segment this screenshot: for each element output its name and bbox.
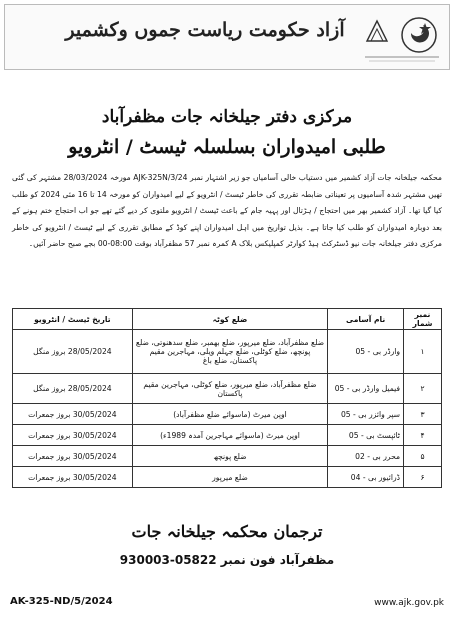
posts-table xyxy=(12,308,442,488)
spokesperson-title: ترجمان محکمہ جیلخانہ جات xyxy=(131,522,323,541)
page-title: طلبی امیدواران بسلسلہ ٹیسٹ / انٹرویو xyxy=(68,136,386,158)
ajk-emblem-icon xyxy=(361,11,441,65)
row-date: 28/05/2024 بروز منگل xyxy=(13,374,133,404)
row-post: ڈرائیور بی - 04 xyxy=(328,467,404,488)
row-date: 30/05/2024 بروز جمعرات xyxy=(13,446,133,467)
row-num: ۳ xyxy=(404,404,442,425)
government-header xyxy=(4,4,450,70)
phone-label: فون نمبر xyxy=(220,553,276,567)
footer-city: مظفرآباد xyxy=(279,553,335,567)
table-row xyxy=(13,404,442,425)
row-date: 30/05/2024 بروز جمعرات xyxy=(13,404,133,425)
row-district: ضلع مظفرآباد، ضلع میرپور، ضلع بھمبر، ضلع سدھنوتی، ضلع پونچھ، ضلع کوٹلی، ضلع جہلم ویلی، مہاجرین مقیم پاکستان، ضلع باغ xyxy=(132,330,327,374)
table-row xyxy=(13,446,442,467)
table-row xyxy=(13,467,442,488)
row-num: ۲ xyxy=(404,374,442,404)
row-district: ضلع مظفرآباد، ضلع میرپور، ضلع کوٹلی، مہاجرین مقیم پاکستان xyxy=(132,374,327,404)
office-title: مرکزی دفتر جیلخانہ جات مظفرآباد xyxy=(101,107,353,127)
row-district: اوپن میرٹ (ماسوائے ضلع مظفرآباد) xyxy=(132,404,327,425)
row-post: فیمیل وارڈر بی - 05 xyxy=(328,374,404,404)
row-district: ضلع میرپور xyxy=(132,467,327,488)
reference-number: AK-325-ND/5/2024 xyxy=(10,596,113,607)
row-post: سپر وائزر بی - 05 xyxy=(328,404,404,425)
row-num: ۶ xyxy=(404,467,442,488)
header-date: تاریخ ٹیسٹ / انٹرویو xyxy=(13,309,133,330)
header-post: نام آسامی xyxy=(328,309,404,330)
table-header-row xyxy=(13,309,442,330)
row-num: ۴ xyxy=(404,425,442,446)
row-district: اوپن میرٹ (ماسوائے مہاجرین آمدہ 1989ء) xyxy=(132,425,327,446)
notice-text: محکمہ جیلخانہ جات آزاد کشمیر میں دستیاب خالی آسامیاں جو زیر اشتہار نمبر AJK-325N/3/24 مورخہ 28/03/2024 مشتہر کی گئی تھیں مشتہر شدہ آسامیوں پر تعیناتی ضابطہ تقرری کی خاطر ٹیسٹ / انٹرویو کے لیے امیدواران کو مورخہ 14 تا 16 مئی 2024 کو طلب کیا گیا تھا۔ آزاد کشمیر بھر میں احتجاج / ہڑتال اور پہیہ جام کے باعث ٹیسٹ / انٹرویو ملتوی کر دیے گئے تھے جو اب احتجاج ختم ہونے کے بعد دوبارہ امیدواران کو طلب کیا جاتا ہے۔ بذیل تواریخ میں اہل امیدواران اپنے کوڈ کے مطابق تقرری کے لیے ٹیسٹ / انٹرویو کی خاطر مرکزی دفتر جیلخانہ جات نیو ڈسٹرکٹ ہیڈ کوارٹر کمپلیکس بلاک A کمرہ نمبر 57 مظفرآباد بوقت 08:00-00 بجے صبح حاضر آئیں۔ xyxy=(12,173,442,248)
government-title: آزاد حکومت ریاست جموں وکشمیر xyxy=(65,19,345,41)
table-row xyxy=(13,425,442,446)
row-date: 30/05/2024 بروز جمعرات xyxy=(13,425,133,446)
row-post: محرر بی - 02 xyxy=(328,446,404,467)
header-num: نمبر شمار xyxy=(404,309,442,330)
table-row xyxy=(13,330,442,374)
contact-line xyxy=(0,553,454,567)
row-num: ۵ xyxy=(404,446,442,467)
row-post: ٹائپسٹ بی - 05 xyxy=(328,425,404,446)
table-row xyxy=(13,374,442,404)
row-district: ضلع پونچھ xyxy=(132,446,327,467)
row-num: ۱ xyxy=(404,330,442,374)
header-district: ضلع کوٹہ xyxy=(132,309,327,330)
phone-number: 05822-930003 xyxy=(119,553,217,567)
row-date: 28/05/2024 بروز منگل xyxy=(13,330,133,374)
website-link[interactable]: www.ajk.gov.pk xyxy=(374,598,444,608)
row-date: 30/05/2024 بروز جمعرات xyxy=(13,467,133,488)
row-post: وارڈر بی - 05 xyxy=(328,330,404,374)
